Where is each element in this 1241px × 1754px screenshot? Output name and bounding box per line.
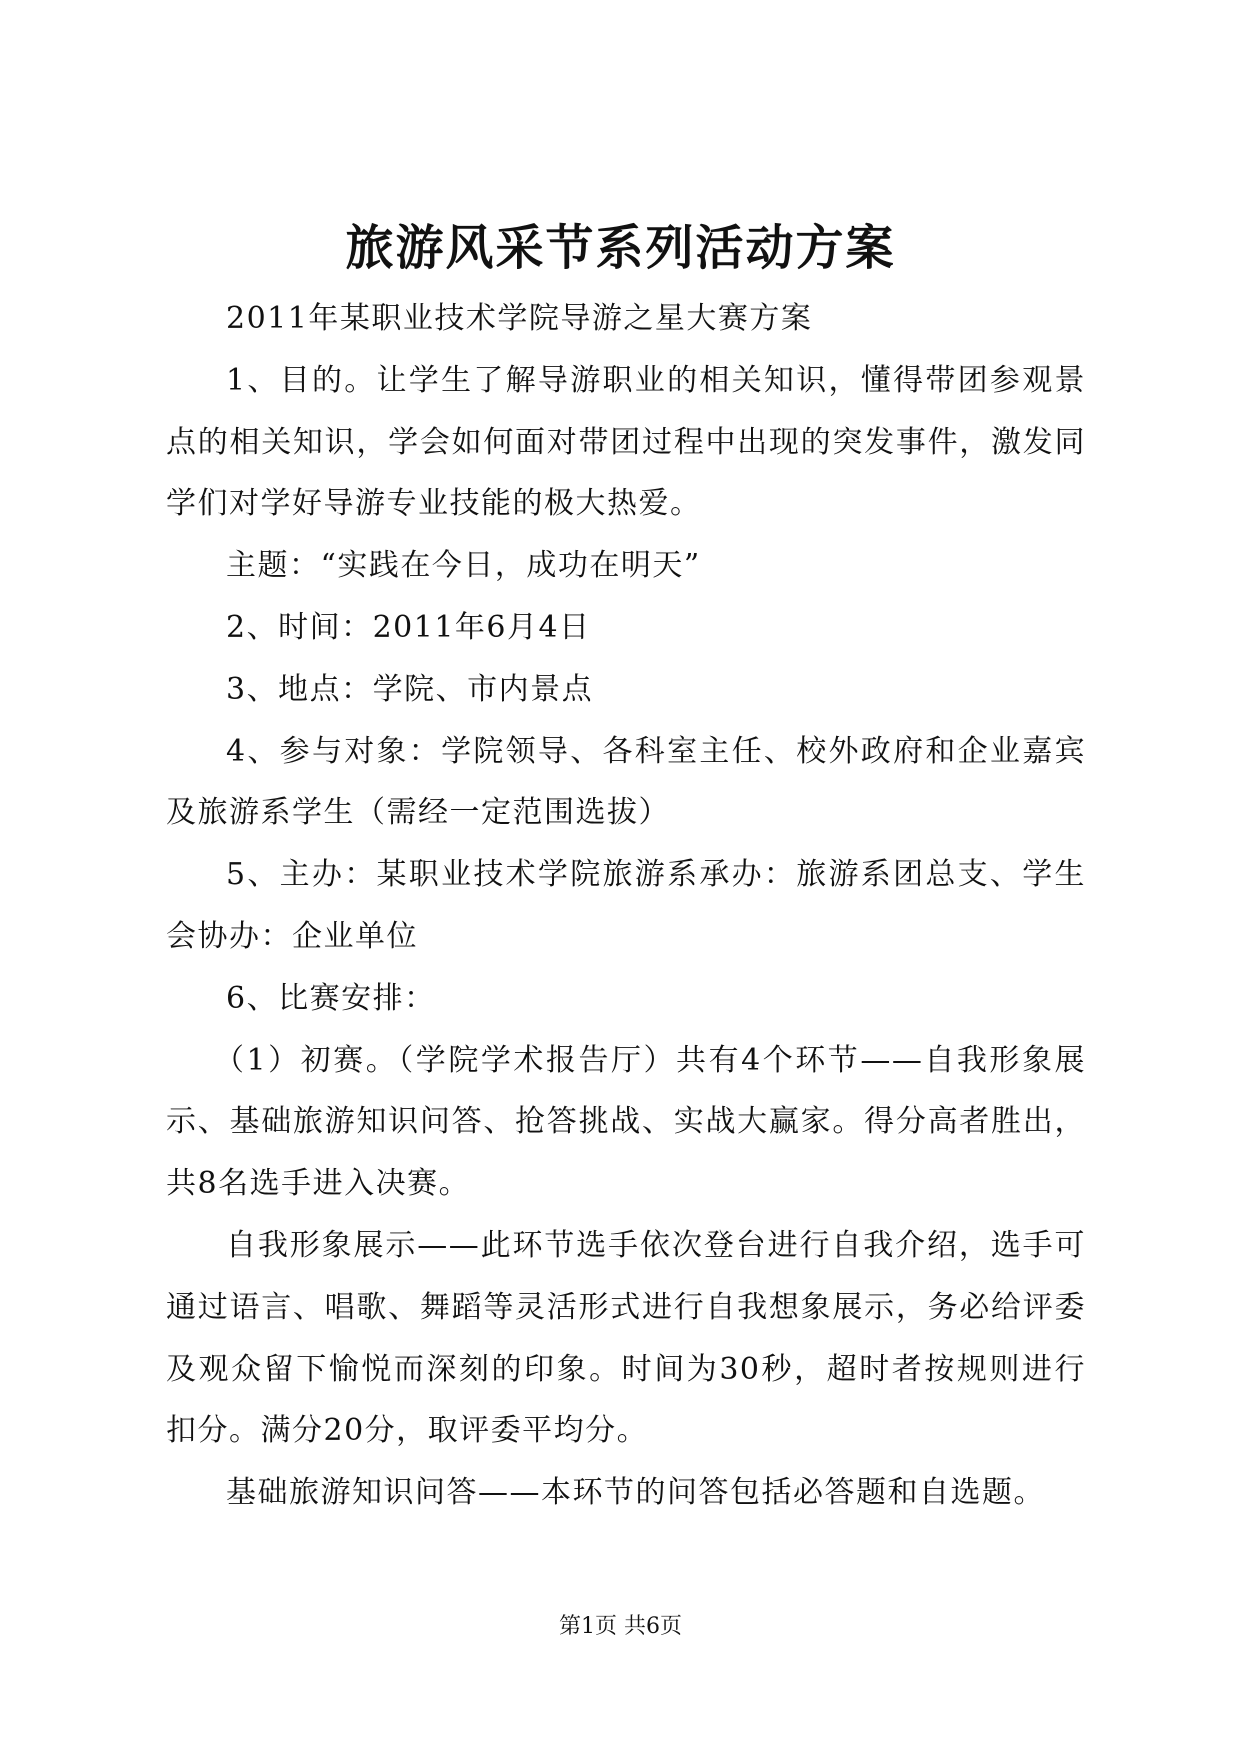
paragraph-location: 3、地点：学院、市内景点	[226, 671, 594, 707]
paragraph-schedule-heading: 6、比赛安排：	[226, 980, 436, 1016]
paragraph-theme: 主题：“实践在今日，成功在明天”	[226, 548, 701, 584]
paragraph-organizers: 5、主办：某职业技术学院旅游系承办：旅游系团总支、学生会协办：企业单位	[166, 857, 1086, 954]
paragraph-purpose: 1、目的。让学生了解导游职业的相关知识，懂得带团参观景点的相关知识，学会如何面对带团过程中出现的突发事件，激发同学们对学好导游专业技能的极大热爱。	[166, 362, 1086, 522]
paragraph-knowledge-quiz: 基础旅游知识问答——本环节的问答包括必答题和自选题。	[226, 1475, 1045, 1511]
paragraph-preliminary: （1）初赛。（学院学术报告厅）共有4个环节——自我形象展示、基础旅游知识问答、抢答挑战、实战大赢家。得分高者胜出，共8名选手进入决赛。	[166, 1042, 1086, 1202]
paragraph-participants: 4、参与对象：学院领导、各科室主任、校外政府和企业嘉宾及旅游系学生（需经一定范围选拔）	[166, 733, 1086, 831]
paragraph-time: 2、时间：2011年6月4日	[226, 609, 591, 645]
document-title: 旅游风采节系列活动方案	[345, 220, 896, 276]
document-body	[166, 288, 1086, 1524]
paragraph-subtitle: 2011年某职业技术学院导游之星大赛方案	[226, 301, 813, 336]
paragraph-self-presentation: 自我形象展示——此环节选手依次登台进行自我介绍，选手可通过语言、唱歌、舞蹈等灵活形式进行自我想象展示，务必给评委及观众留下愉悦而深刻的印象。时间为30秒，超时者按规则进行扣分。满分20分，取评委平均分。	[166, 1227, 1086, 1449]
page-footer: 第1页 共6页	[559, 1614, 682, 1639]
